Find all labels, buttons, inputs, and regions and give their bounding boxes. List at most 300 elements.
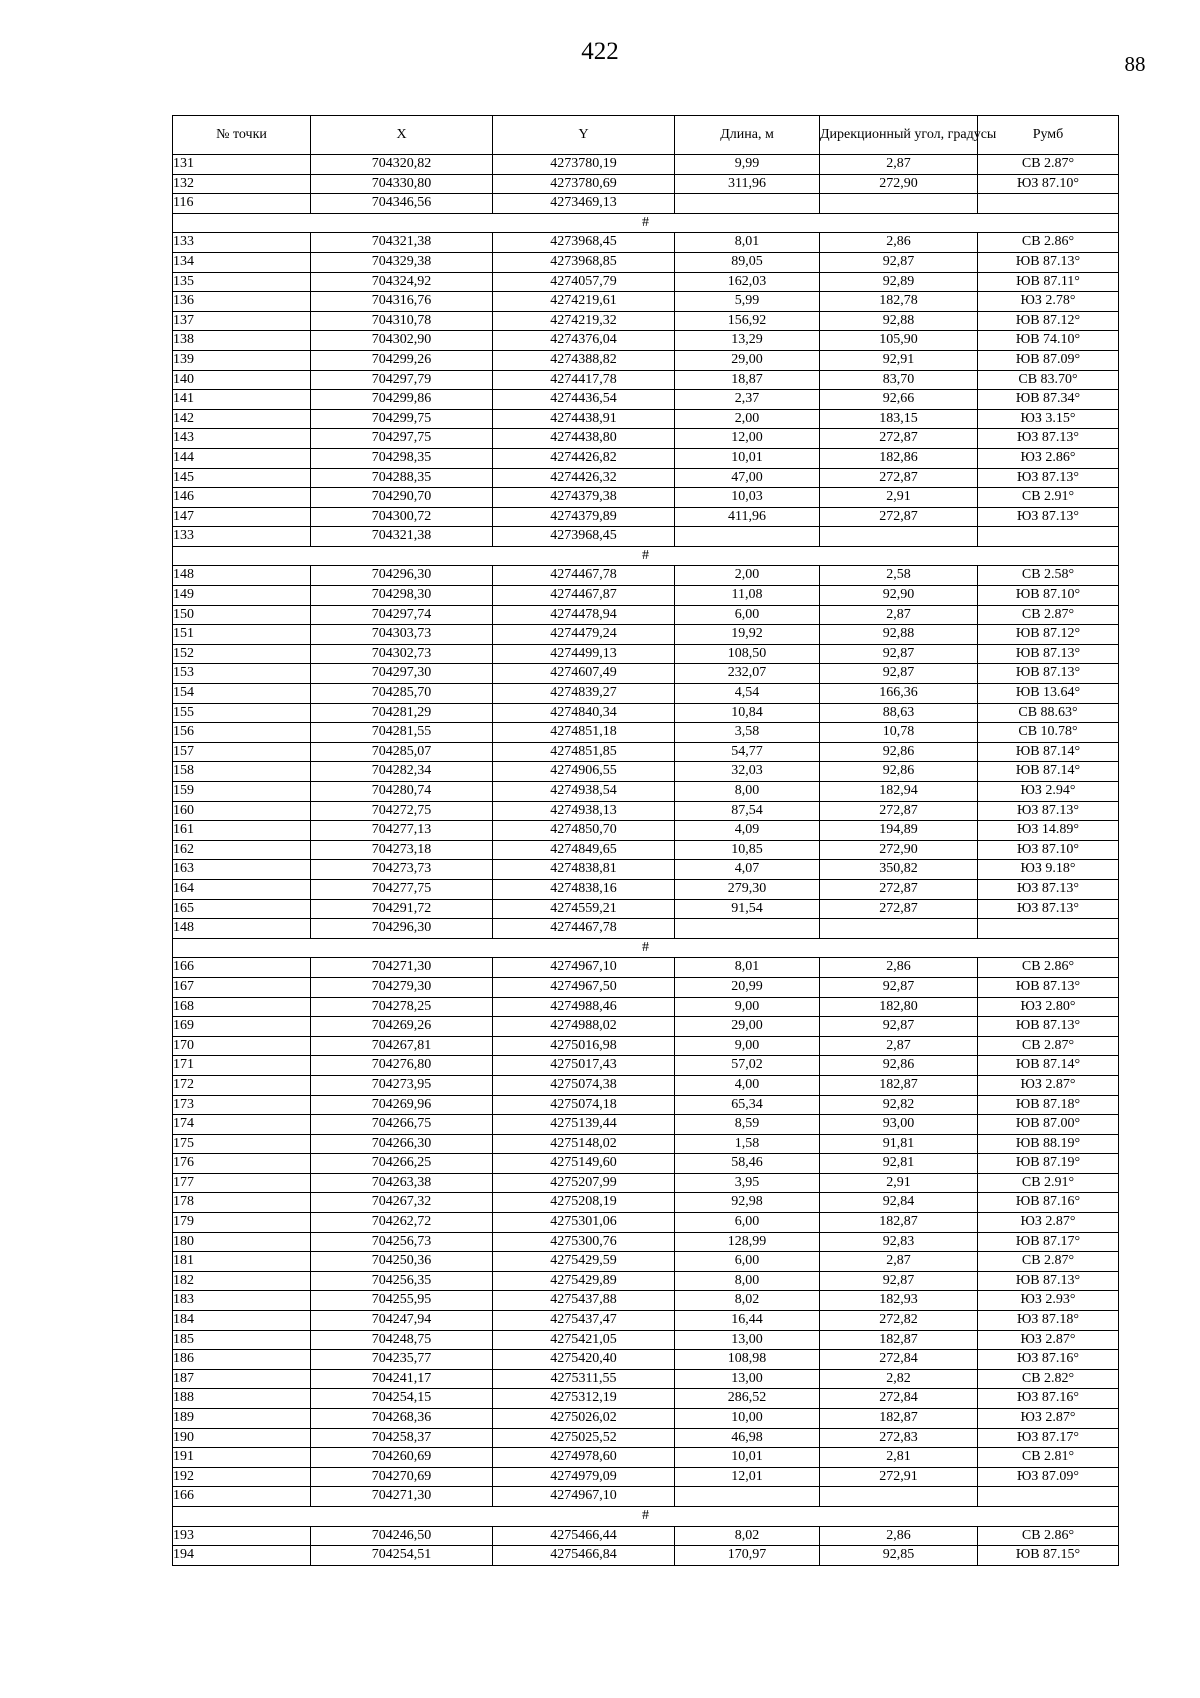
angle-cell: 92,87 [820, 1017, 978, 1037]
y-cell: 4274967,50 [493, 977, 675, 997]
x-cell: 704235,77 [311, 1350, 493, 1370]
table-row [173, 409, 1119, 429]
x-cell: 704285,70 [311, 684, 493, 704]
rhumb-cell: ЮВ 87.14° [978, 1056, 1119, 1076]
rhumb-cell: ЮЗ 2.86° [978, 448, 1119, 468]
y-cell: 4274219,32 [493, 311, 675, 331]
point-number-cell: 139 [173, 350, 311, 370]
length-cell [675, 1487, 820, 1507]
rhumb-cell: ЮЗ 2.80° [978, 997, 1119, 1017]
x-cell: 704278,25 [311, 997, 493, 1017]
length-cell: 1,58 [675, 1134, 820, 1154]
y-cell: 4275016,98 [493, 1036, 675, 1056]
rhumb-cell: ЮВ 87.16° [978, 1193, 1119, 1213]
table-row [173, 1193, 1119, 1213]
rhumb-cell [978, 194, 1119, 214]
y-cell: 4275026,02 [493, 1409, 675, 1429]
table-row [173, 919, 1119, 939]
angle-cell: 182,80 [820, 997, 978, 1017]
x-cell: 704248,75 [311, 1330, 493, 1350]
y-cell: 4274938,13 [493, 801, 675, 821]
point-number-cell: 187 [173, 1369, 311, 1389]
angle-cell [820, 1487, 978, 1507]
y-cell: 4274499,13 [493, 644, 675, 664]
length-cell: 54,77 [675, 742, 820, 762]
length-cell: 10,01 [675, 448, 820, 468]
rhumb-cell: СВ 2.87° [978, 155, 1119, 175]
y-cell: 4274426,32 [493, 468, 675, 488]
table-row [173, 488, 1119, 508]
point-number-cell: 138 [173, 331, 311, 351]
point-number-cell: 192 [173, 1467, 311, 1487]
x-cell: 704291,72 [311, 899, 493, 919]
length-cell: 108,50 [675, 644, 820, 664]
rhumb-cell: ЮЗ 87.10° [978, 174, 1119, 194]
x-cell: 704267,81 [311, 1036, 493, 1056]
x-cell: 704263,38 [311, 1173, 493, 1193]
rhumb-cell: ЮЗ 2.87° [978, 1075, 1119, 1095]
x-cell: 704346,56 [311, 194, 493, 214]
point-number-cell: 154 [173, 684, 311, 704]
table-row [173, 1467, 1119, 1487]
angle-cell: 272,82 [820, 1311, 978, 1331]
x-cell: 704321,38 [311, 233, 493, 253]
rhumb-cell: ЮВ 87.10° [978, 586, 1119, 606]
length-cell: 18,87 [675, 370, 820, 390]
length-cell [675, 527, 820, 547]
length-cell: 4,54 [675, 684, 820, 704]
x-cell: 704320,82 [311, 155, 493, 175]
angle-cell: 182,94 [820, 782, 978, 802]
table-row [173, 821, 1119, 841]
y-cell: 4275466,44 [493, 1526, 675, 1546]
rhumb-cell: ЮЗ 87.13° [978, 801, 1119, 821]
length-cell: 10,01 [675, 1448, 820, 1468]
x-cell: 704276,80 [311, 1056, 493, 1076]
table-row [173, 527, 1119, 547]
x-cell: 704254,51 [311, 1546, 493, 1566]
table-row [173, 1389, 1119, 1409]
x-cell: 704296,30 [311, 919, 493, 939]
rhumb-cell: ЮЗ 87.18° [978, 1311, 1119, 1331]
rhumb-cell: ЮВ 87.14° [978, 762, 1119, 782]
point-number-cell: 158 [173, 762, 311, 782]
rhumb-cell: ЮВ 74.10° [978, 331, 1119, 351]
x-cell: 704282,34 [311, 762, 493, 782]
length-cell: 13,00 [675, 1369, 820, 1389]
length-cell: 8,59 [675, 1115, 820, 1135]
point-number-cell: 140 [173, 370, 311, 390]
point-number-cell: 147 [173, 507, 311, 527]
angle-cell: 194,89 [820, 821, 978, 841]
length-cell: 89,05 [675, 252, 820, 272]
rhumb-cell: ЮЗ 87.13° [978, 429, 1119, 449]
table-row [173, 1409, 1119, 1429]
point-number-cell: 148 [173, 919, 311, 939]
point-number-cell: 142 [173, 409, 311, 429]
table-row [173, 1056, 1119, 1076]
angle-cell: 2,91 [820, 1173, 978, 1193]
table-row [173, 586, 1119, 606]
length-cell: 47,00 [675, 468, 820, 488]
rhumb-cell [978, 527, 1119, 547]
y-cell: 4274426,82 [493, 448, 675, 468]
table-row [173, 1036, 1119, 1056]
header-direction-angle: Дирекционный угол, градусы [820, 116, 978, 155]
point-number-cell: 136 [173, 292, 311, 312]
y-cell: 4275429,59 [493, 1252, 675, 1272]
y-cell: 4274967,10 [493, 958, 675, 978]
point-number-cell: 164 [173, 879, 311, 899]
x-cell: 704299,86 [311, 390, 493, 410]
table-row [173, 1017, 1119, 1037]
y-cell: 4275429,89 [493, 1271, 675, 1291]
angle-cell: 2,86 [820, 233, 978, 253]
y-cell: 4274849,65 [493, 840, 675, 860]
point-number-cell: 166 [173, 1487, 311, 1507]
point-number-cell: 186 [173, 1350, 311, 1370]
x-cell: 704250,36 [311, 1252, 493, 1272]
y-cell: 4274438,91 [493, 409, 675, 429]
y-cell: 4274906,55 [493, 762, 675, 782]
rhumb-cell: ЮВ 13.64° [978, 684, 1119, 704]
length-cell: 8,00 [675, 782, 820, 802]
y-cell: 4274607,49 [493, 664, 675, 684]
y-cell: 4274388,82 [493, 350, 675, 370]
y-cell: 4275017,43 [493, 1056, 675, 1076]
point-number-cell: 135 [173, 272, 311, 292]
x-cell: 704268,36 [311, 1409, 493, 1429]
point-number-cell: 150 [173, 605, 311, 625]
table-row [173, 448, 1119, 468]
angle-cell [820, 527, 978, 547]
angle-cell: 2,81 [820, 1448, 978, 1468]
x-cell: 704247,94 [311, 1311, 493, 1331]
point-number-cell: 155 [173, 703, 311, 723]
length-cell [675, 919, 820, 939]
rhumb-cell: СВ 2.82° [978, 1369, 1119, 1389]
point-number-cell: 146 [173, 488, 311, 508]
angle-cell: 2,91 [820, 488, 978, 508]
angle-cell: 2,87 [820, 155, 978, 175]
table-header-row [173, 116, 1119, 155]
x-cell: 704271,30 [311, 958, 493, 978]
rhumb-cell: ЮВ 87.13° [978, 664, 1119, 684]
table-row [173, 1291, 1119, 1311]
y-cell: 4273780,19 [493, 155, 675, 175]
x-cell: 704297,30 [311, 664, 493, 684]
y-cell: 4275139,44 [493, 1115, 675, 1135]
rhumb-cell: ЮЗ 2.87° [978, 1213, 1119, 1233]
rhumb-cell: ЮВ 87.15° [978, 1546, 1119, 1566]
x-cell: 704330,80 [311, 174, 493, 194]
table-row [173, 1271, 1119, 1291]
angle-cell: 92,87 [820, 252, 978, 272]
point-number-cell: 149 [173, 586, 311, 606]
y-cell: 4274467,78 [493, 566, 675, 586]
rhumb-cell: ЮВ 88.19° [978, 1134, 1119, 1154]
x-cell: 704258,37 [311, 1428, 493, 1448]
point-number-cell: 159 [173, 782, 311, 802]
rhumb-cell: СВ 2.91° [978, 488, 1119, 508]
table-row [173, 194, 1119, 214]
length-cell: 279,30 [675, 879, 820, 899]
y-cell: 4275312,19 [493, 1389, 675, 1409]
x-cell: 704262,72 [311, 1213, 493, 1233]
angle-cell: 92,88 [820, 311, 978, 331]
length-cell: 92,98 [675, 1193, 820, 1213]
point-number-cell: 183 [173, 1291, 311, 1311]
y-cell: 4274988,02 [493, 1017, 675, 1037]
length-cell: 4,07 [675, 860, 820, 880]
y-cell: 4273469,13 [493, 194, 675, 214]
table-row [173, 625, 1119, 645]
angle-cell: 92,88 [820, 625, 978, 645]
y-cell: 4274379,38 [493, 488, 675, 508]
angle-cell: 272,91 [820, 1467, 978, 1487]
length-cell: 6,00 [675, 1213, 820, 1233]
separator-row [173, 938, 1119, 958]
point-number-cell: 177 [173, 1173, 311, 1193]
point-number-cell: 181 [173, 1252, 311, 1272]
x-cell: 704285,07 [311, 742, 493, 762]
y-cell: 4275437,88 [493, 1291, 675, 1311]
angle-cell: 272,90 [820, 174, 978, 194]
table-row [173, 684, 1119, 704]
angle-cell [820, 194, 978, 214]
point-number-cell: 161 [173, 821, 311, 841]
length-cell: 46,98 [675, 1428, 820, 1448]
x-cell: 704273,73 [311, 860, 493, 880]
rhumb-cell [978, 919, 1119, 939]
angle-cell: 272,87 [820, 507, 978, 527]
table-row [173, 1330, 1119, 1350]
x-cell: 704299,75 [311, 409, 493, 429]
length-cell: 13,00 [675, 1330, 820, 1350]
table-row [173, 1252, 1119, 1272]
y-cell: 4275207,99 [493, 1173, 675, 1193]
point-number-cell: 141 [173, 390, 311, 410]
table-row [173, 1115, 1119, 1135]
header-x: X [311, 116, 493, 155]
y-cell: 4274850,70 [493, 821, 675, 841]
length-cell: 8,01 [675, 233, 820, 253]
rhumb-cell: СВ 83.70° [978, 370, 1119, 390]
rhumb-cell: ЮЗ 2.87° [978, 1330, 1119, 1350]
table-row [173, 1154, 1119, 1174]
point-number-cell: 169 [173, 1017, 311, 1037]
angle-cell: 92,89 [820, 272, 978, 292]
table-row [173, 233, 1119, 253]
length-cell: 156,92 [675, 311, 820, 331]
length-cell: 6,00 [675, 605, 820, 625]
header-length: Длина, м [675, 116, 820, 155]
y-cell: 4274988,46 [493, 997, 675, 1017]
table-row [173, 272, 1119, 292]
x-cell: 704277,75 [311, 879, 493, 899]
point-number-cell: 166 [173, 958, 311, 978]
rhumb-cell: ЮВ 87.11° [978, 272, 1119, 292]
length-cell: 170,97 [675, 1546, 820, 1566]
y-cell: 4275311,55 [493, 1369, 675, 1389]
angle-cell: 92,66 [820, 390, 978, 410]
point-number-cell: 163 [173, 860, 311, 880]
y-cell: 4275025,52 [493, 1428, 675, 1448]
x-cell: 704300,72 [311, 507, 493, 527]
point-number-cell: 165 [173, 899, 311, 919]
angle-cell: 182,78 [820, 292, 978, 312]
x-cell: 704269,96 [311, 1095, 493, 1115]
x-cell: 704297,79 [311, 370, 493, 390]
y-cell: 4274851,85 [493, 742, 675, 762]
y-cell: 4274438,80 [493, 429, 675, 449]
length-cell: 32,03 [675, 762, 820, 782]
length-cell: 2,37 [675, 390, 820, 410]
length-cell: 20,99 [675, 977, 820, 997]
rhumb-cell: ЮВ 87.12° [978, 311, 1119, 331]
angle-cell: 272,84 [820, 1389, 978, 1409]
angle-cell: 92,87 [820, 644, 978, 664]
rhumb-cell: ЮЗ 2.87° [978, 1409, 1119, 1429]
y-cell: 4275208,19 [493, 1193, 675, 1213]
length-cell: 311,96 [675, 174, 820, 194]
x-cell: 704299,26 [311, 350, 493, 370]
x-cell: 704266,25 [311, 1154, 493, 1174]
rhumb-cell: СВ 2.87° [978, 1252, 1119, 1272]
y-cell: 4273968,45 [493, 233, 675, 253]
table-body [173, 155, 1119, 1566]
point-number-cell: 148 [173, 566, 311, 586]
coordinates-table [172, 115, 1119, 1566]
x-cell: 704303,73 [311, 625, 493, 645]
length-cell: 162,03 [675, 272, 820, 292]
table-row [173, 703, 1119, 723]
y-cell: 4275074,18 [493, 1095, 675, 1115]
y-cell: 4274478,94 [493, 605, 675, 625]
x-cell: 704279,30 [311, 977, 493, 997]
table-row [173, 1173, 1119, 1193]
point-number-cell: 153 [173, 664, 311, 684]
length-cell: 12,00 [675, 429, 820, 449]
table-row [173, 1134, 1119, 1154]
separator-row [173, 1506, 1119, 1526]
x-cell: 704266,75 [311, 1115, 493, 1135]
point-number-cell: 156 [173, 723, 311, 743]
length-cell [675, 194, 820, 214]
rhumb-cell: ЮЗ 87.17° [978, 1428, 1119, 1448]
y-cell: 4274840,34 [493, 703, 675, 723]
length-cell: 9,00 [675, 997, 820, 1017]
y-cell: 4274479,24 [493, 625, 675, 645]
rhumb-cell: ЮЗ 3.15° [978, 409, 1119, 429]
angle-cell: 2,86 [820, 958, 978, 978]
point-number-cell: 190 [173, 1428, 311, 1448]
length-cell: 65,34 [675, 1095, 820, 1115]
point-number-cell: 185 [173, 1330, 311, 1350]
length-cell: 16,44 [675, 1311, 820, 1331]
y-cell: 4273968,45 [493, 527, 675, 547]
length-cell: 9,00 [675, 1036, 820, 1056]
y-cell: 4274436,54 [493, 390, 675, 410]
table-row [173, 997, 1119, 1017]
rhumb-cell: СВ 2.86° [978, 233, 1119, 253]
x-cell: 704281,29 [311, 703, 493, 723]
table-row [173, 782, 1119, 802]
angle-cell: 2,87 [820, 605, 978, 625]
point-number-cell: 188 [173, 1389, 311, 1409]
y-cell: 4274967,10 [493, 1487, 675, 1507]
table-row [173, 1232, 1119, 1252]
point-number-cell: 191 [173, 1448, 311, 1468]
table-row [173, 566, 1119, 586]
angle-cell: 350,82 [820, 860, 978, 880]
rhumb-cell: ЮВ 87.09° [978, 350, 1119, 370]
rhumb-cell: СВ 2.87° [978, 605, 1119, 625]
angle-cell: 92,87 [820, 1271, 978, 1291]
point-number-cell: 157 [173, 742, 311, 762]
table-row [173, 1487, 1119, 1507]
rhumb-cell: ЮВ 87.14° [978, 742, 1119, 762]
angle-cell: 92,87 [820, 664, 978, 684]
table-row [173, 350, 1119, 370]
y-cell: 4275148,02 [493, 1134, 675, 1154]
rhumb-cell: ЮЗ 87.13° [978, 879, 1119, 899]
rhumb-cell: ЮЗ 2.93° [978, 1291, 1119, 1311]
angle-cell: 88,63 [820, 703, 978, 723]
length-cell: 8,00 [675, 1271, 820, 1291]
y-cell: 4273780,69 [493, 174, 675, 194]
table-row [173, 605, 1119, 625]
y-cell: 4274559,21 [493, 899, 675, 919]
point-number-cell: 193 [173, 1526, 311, 1546]
angle-cell: 91,81 [820, 1134, 978, 1154]
x-cell: 704298,35 [311, 448, 493, 468]
angle-cell: 182,87 [820, 1330, 978, 1350]
angle-cell: 92,81 [820, 1154, 978, 1174]
angle-cell: 10,78 [820, 723, 978, 743]
y-cell: 4274376,04 [493, 331, 675, 351]
length-cell: 29,00 [675, 350, 820, 370]
rhumb-cell: ЮЗ 14.89° [978, 821, 1119, 841]
y-cell: 4274839,27 [493, 684, 675, 704]
point-number-cell: 184 [173, 1311, 311, 1331]
point-number-cell: 145 [173, 468, 311, 488]
table-row [173, 174, 1119, 194]
table-row [173, 370, 1119, 390]
point-number-cell: 175 [173, 1134, 311, 1154]
separator-row [173, 546, 1119, 566]
rhumb-cell: ЮЗ 87.13° [978, 899, 1119, 919]
rhumb-cell: ЮВ 87.00° [978, 1115, 1119, 1135]
angle-cell: 2,58 [820, 566, 978, 586]
header-point-number: № точки [173, 116, 311, 155]
point-number-cell: 137 [173, 311, 311, 331]
angle-cell: 166,36 [820, 684, 978, 704]
y-cell: 4274978,60 [493, 1448, 675, 1468]
table-row [173, 723, 1119, 743]
length-cell: 411,96 [675, 507, 820, 527]
rhumb-cell: ЮЗ 9.18° [978, 860, 1119, 880]
table-row [173, 1546, 1119, 1566]
length-cell: 13,29 [675, 331, 820, 351]
length-cell: 3,95 [675, 1173, 820, 1193]
rhumb-cell: ЮЗ 87.16° [978, 1350, 1119, 1370]
angle-cell: 92,86 [820, 1056, 978, 1076]
length-cell: 91,54 [675, 899, 820, 919]
table-row [173, 1075, 1119, 1095]
angle-cell: 105,90 [820, 331, 978, 351]
separator-row [173, 213, 1119, 233]
